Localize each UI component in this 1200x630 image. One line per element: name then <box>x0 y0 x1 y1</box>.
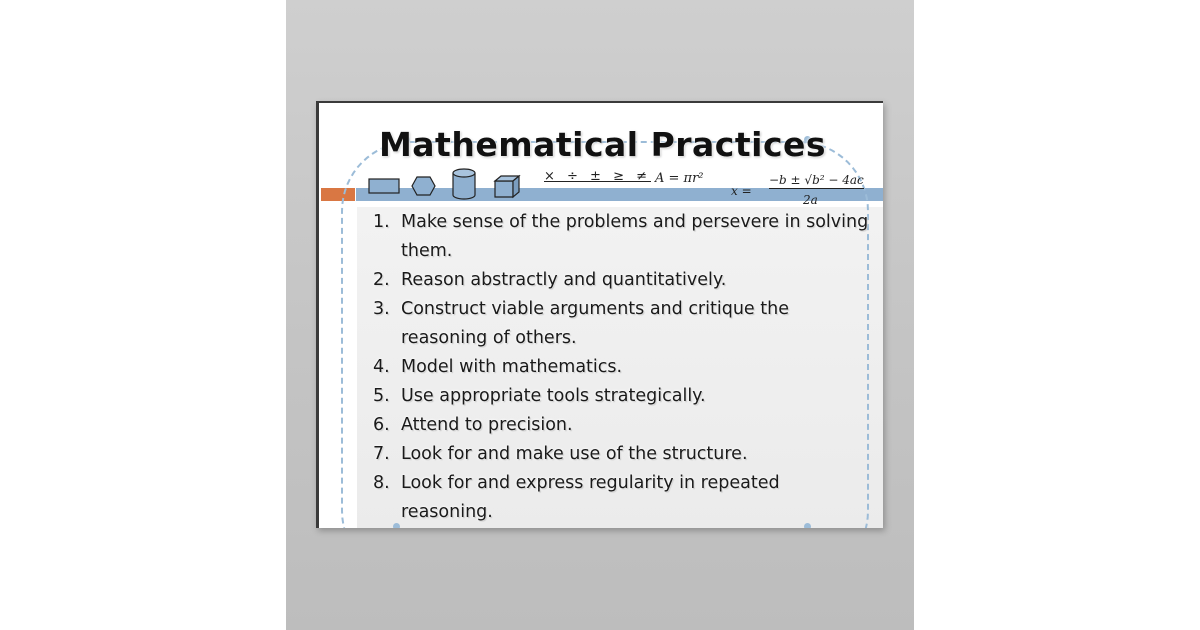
list-item <box>373 295 873 353</box>
item-number: 6. <box>373 415 390 435</box>
quadratic-numerator: −b ± √b² − 4ac <box>769 173 864 187</box>
item-number: 7. <box>373 444 390 464</box>
item-text: Make sense of the problems and persevere in solving them. <box>401 212 869 261</box>
item-text: Reason abstractly and quantitatively. <box>401 270 727 290</box>
list-item <box>373 266 873 295</box>
item-number: 1. <box>373 212 390 232</box>
item-number: 8. <box>373 473 390 493</box>
item-text: Look for and express regularity in repeated reasoning. <box>401 473 780 522</box>
item-number: 3. <box>373 299 390 319</box>
poster-title: Mathematical Practices <box>378 125 827 164</box>
item-text: Construct viable arguments and critique the reasoning of others. <box>401 299 789 348</box>
poster <box>316 101 883 528</box>
item-number: 4. <box>373 357 390 377</box>
list-item <box>373 208 873 266</box>
item-text: Model with mathematics. <box>401 357 623 377</box>
quadratic-lhs: x = <box>731 184 752 198</box>
item-text: Look for and make use of the structure. <box>401 444 748 464</box>
item-text: Use appropriate tools strategically. <box>401 386 706 406</box>
list-item <box>373 469 873 527</box>
circle-area-formula: A = πr² <box>655 171 704 186</box>
quadratic-denominator: 2a <box>803 193 818 207</box>
cylinder-shape-icon <box>453 169 475 199</box>
list-item <box>373 440 873 469</box>
quadratic-formula <box>731 173 871 211</box>
practices-list <box>373 208 873 527</box>
geometric-shapes <box>367 167 527 201</box>
list-item <box>373 411 873 440</box>
list-item <box>373 382 873 411</box>
item-text: Attend to precision. <box>401 415 573 435</box>
rectangle-shape-icon <box>369 179 399 193</box>
hexagon-shape-icon <box>412 177 435 195</box>
item-number: 5. <box>373 386 390 406</box>
math-operators: × ÷ ± ≥ ≠ <box>544 169 651 184</box>
cube-shape-icon <box>495 176 519 197</box>
item-number: 2. <box>373 270 390 290</box>
list-item <box>373 353 873 382</box>
